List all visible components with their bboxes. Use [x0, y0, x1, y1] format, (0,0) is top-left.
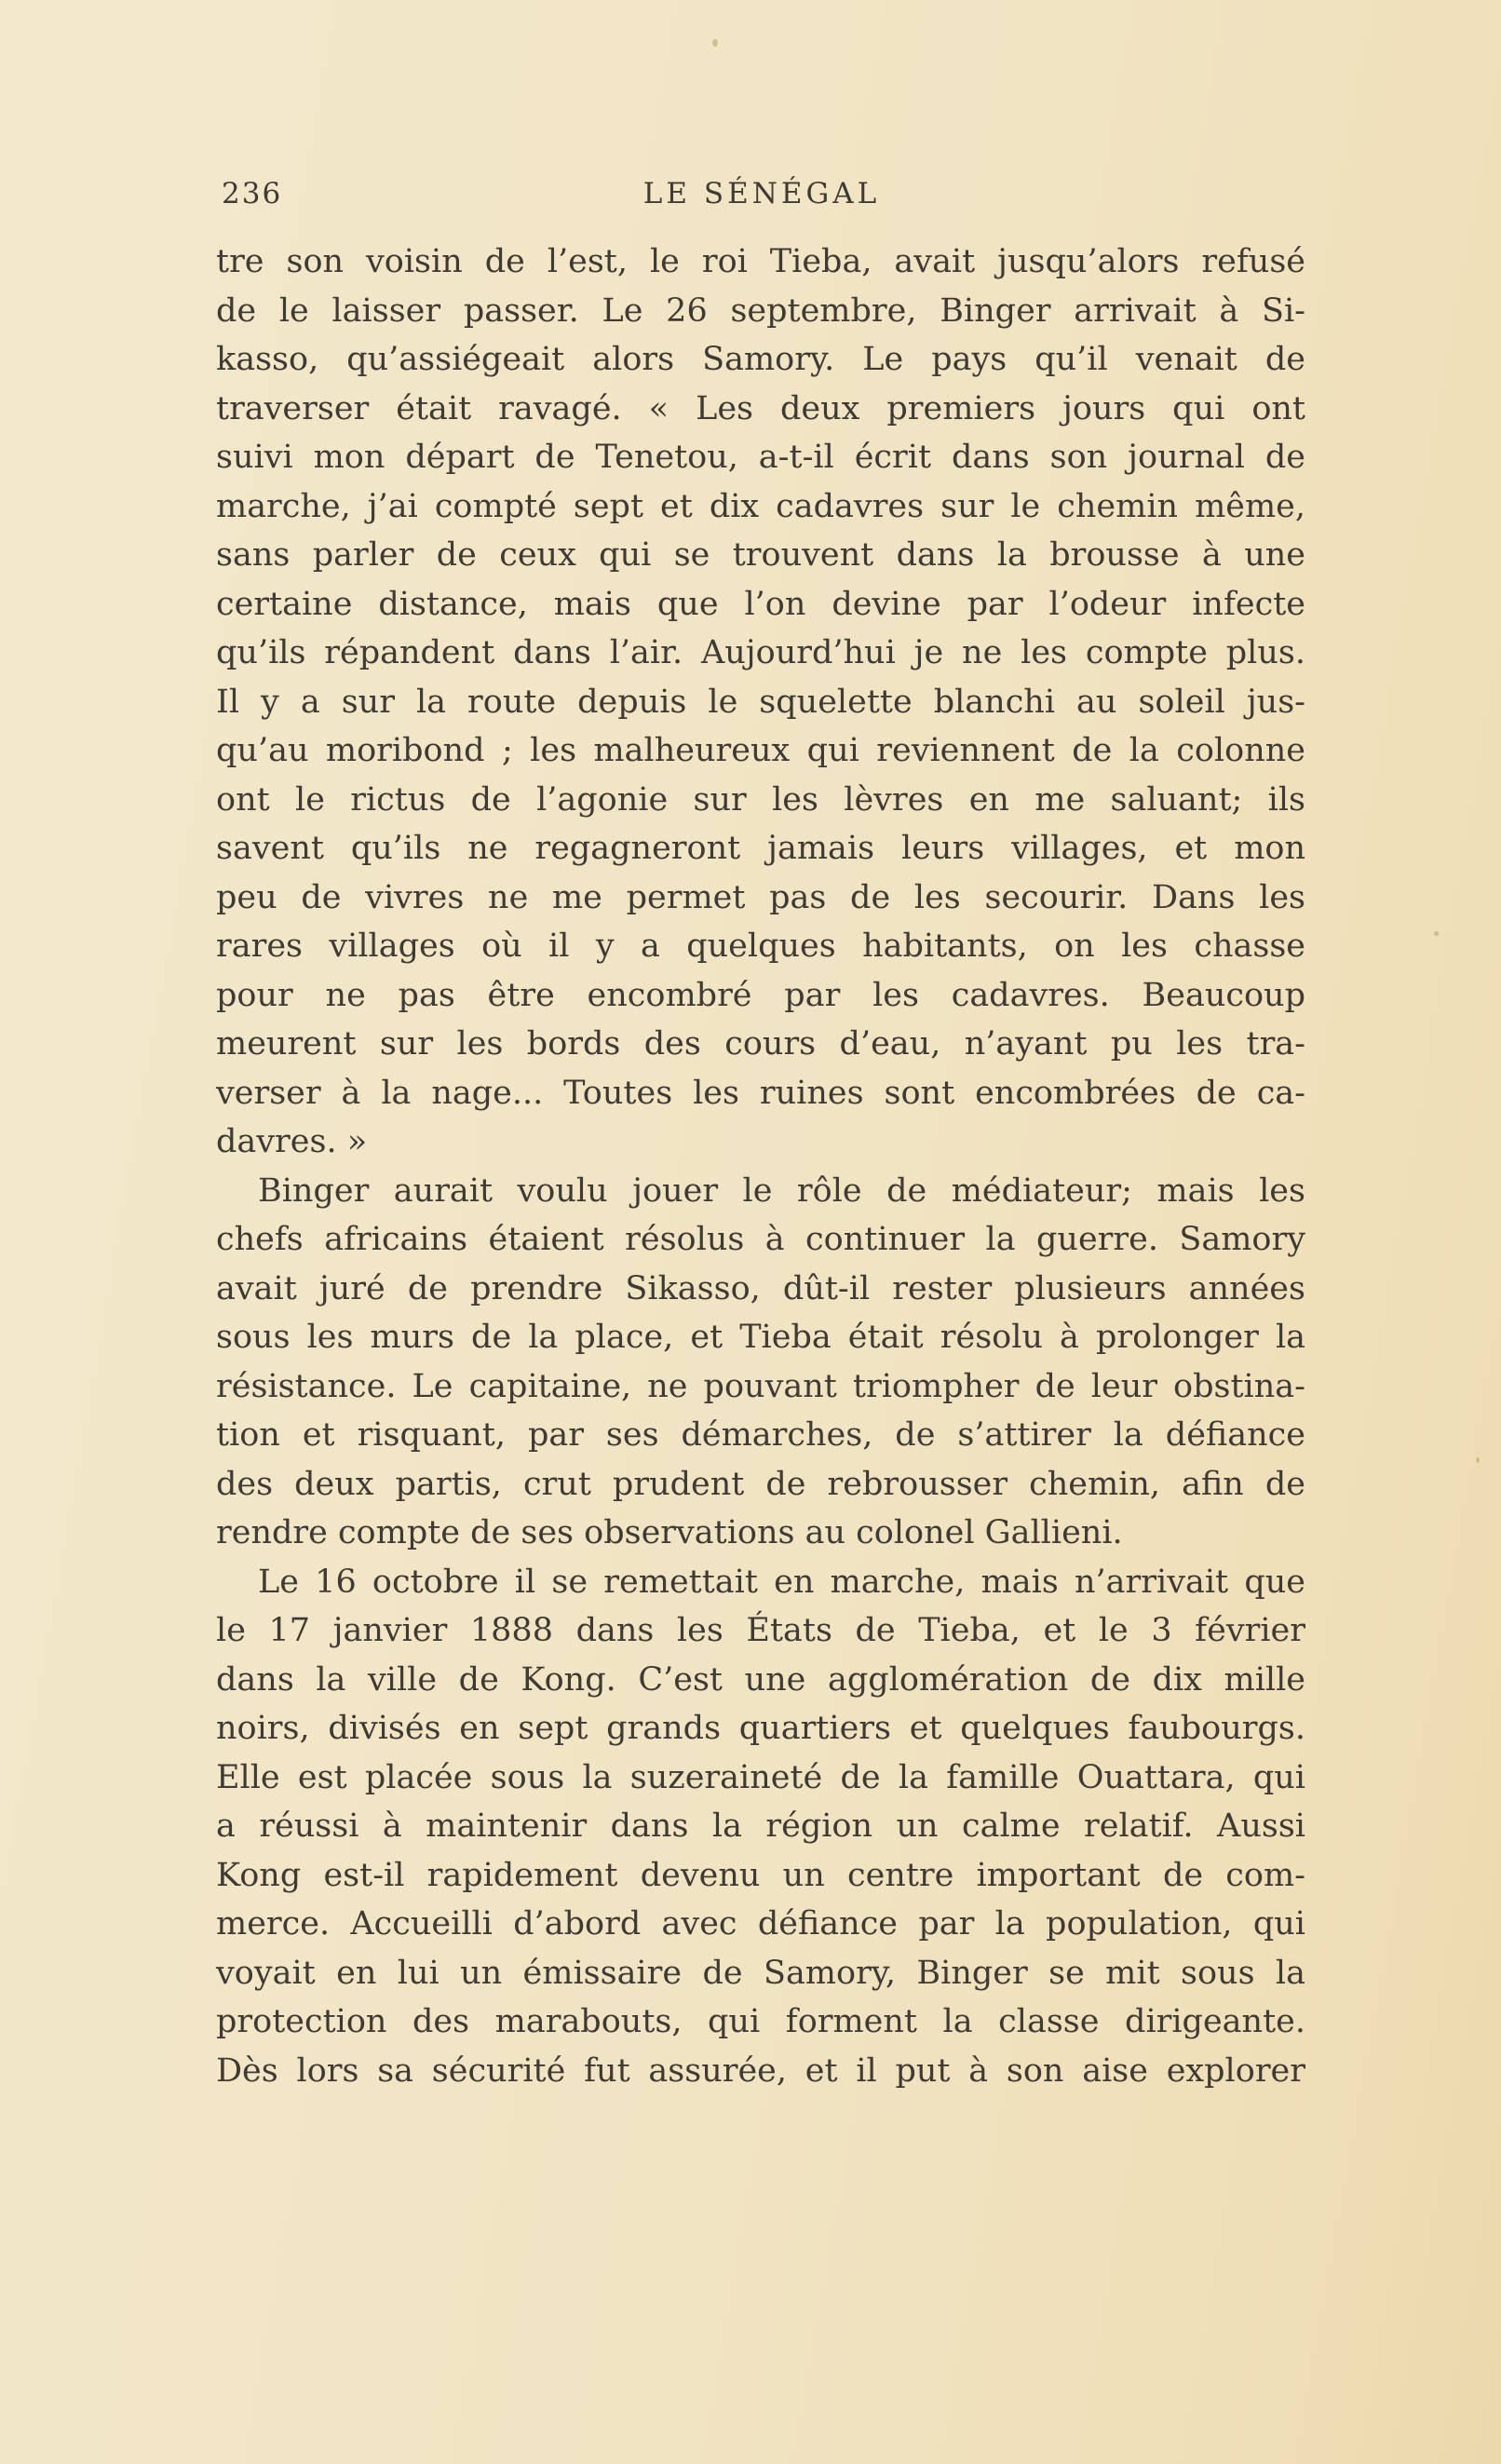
text-line: des deux partis, crut prudent de rebrousser chemin, afin de: [216, 1465, 1305, 1503]
page-number: 236: [222, 177, 283, 210]
text-line: chefs africains étaient résolus à continuer la guerre. Samory: [216, 1221, 1305, 1258]
text-line: qu’ils répandent dans l’air. Aujourd’hui je ne les compte plus.: [216, 634, 1305, 671]
text-line: voyait en lui un émissaire de Samory, Binger se mit sous la: [216, 1954, 1305, 1992]
text-line: Dès lors sa sécurité fut assurée, et il put à son aise explorer: [216, 2051, 1305, 2090]
text-line: Le 16 octobre il se remettait en marche, mais n’arrivait que: [258, 1563, 1305, 1601]
text-line: résistance. Le capitaine, ne pouvant triompher de leur obstina-: [216, 1367, 1305, 1405]
page-header: [222, 177, 1302, 214]
text-line: avait juré de prendre Sikasso, dût-il rester plusieurs années: [216, 1269, 1305, 1307]
text-line: a réussi à maintenir dans la région un calme relatif. Aussi: [216, 1807, 1305, 1845]
running-title: LE SÉNÉGAL: [642, 177, 881, 210]
text-line: Elle est placée sous la suzeraineté de la famille Ouattara, qui: [216, 1758, 1305, 1796]
text-line: tre son voisin de l’est, le roi Tieba, avait jusqu’alors refusé: [216, 243, 1305, 280]
text-line: Binger aurait voulu jouer le rôle de médiateur; mais les: [258, 1171, 1305, 1210]
text-line: ont le rictus de l’agonie sur les lèvres en me saluant; ils: [216, 780, 1305, 819]
text-line: pour ne pas être encombré par les cadavres. Beaucoup: [216, 976, 1305, 1014]
body-text: [216, 237, 1305, 2095]
text-line: sans parler de ceux qui se trouvent dans la brousse à une: [216, 536, 1305, 574]
text-line: protection des marabouts, qui forment la classe dirigeante.: [216, 2003, 1305, 2040]
paper-speck: [712, 39, 718, 47]
text-line: noirs, divisés en sept grands quartiers et quelques faubourgs.: [216, 1710, 1305, 1747]
text-line: Kong est-il rapidement devenu un centre important de com-: [216, 1856, 1305, 1894]
text-line: davres. »: [216, 1123, 368, 1160]
paper-speck: [1434, 931, 1439, 936]
text-line: rares villages où il y a quelques habitants, on les chasse: [216, 927, 1305, 965]
text-line: sous les murs de la place, et Tieba était résolu à prolonger la: [216, 1319, 1305, 1356]
paper-speck: [1476, 1457, 1480, 1463]
text-line: meurent sur les bords des cours d’eau, n’ayant pu les tra-: [216, 1025, 1305, 1063]
text-line: qu’au moribond ; les malheureux qui reviennent de la colonne: [216, 732, 1305, 769]
text-line: verser à la nage... Toutes les ruines sont encombrées de ca-: [216, 1074, 1305, 1112]
text-line: savent qu’ils ne regagneront jamais leurs villages, et mon: [216, 830, 1305, 867]
text-line: dans la ville de Kong. C’est une agglomération de dix mille: [216, 1660, 1305, 1699]
text-line: de le laisser passer. Le 26 septembre, Binger arrivait à Si-: [216, 291, 1305, 330]
text-line: kasso, qu’assiégeait alors Samory. Le pays qu’il venait de: [216, 341, 1305, 378]
text-line: rendre compte de ses observations au colonel Gallieni.: [216, 1514, 1123, 1551]
text-line: traverser était ravagé. « Les deux premiers jours qui ont: [216, 389, 1305, 427]
text-line: peu de vivres ne me permet pas de les secourir. Dans les: [216, 878, 1305, 916]
text-line: Il y a sur la route depuis le squelette blanchi au soleil jus-: [216, 683, 1305, 721]
text-line: merce. Accueilli d’abord avec défiance par la population, qui: [216, 1905, 1305, 1943]
text-line: tion et risquant, par ses démarches, de s’attirer la défiance: [216, 1416, 1305, 1454]
text-line: marche, j’ai compté sept et dix cadavres sur le chemin même,: [216, 487, 1305, 525]
text-line: suivi mon départ de Tenetou, a-t-il écrit dans son journal de: [216, 439, 1305, 476]
text-line: le 17 janvier 1888 dans les États de Tieba, et le 3 février: [216, 1612, 1305, 1649]
text-line: certaine distance, mais que l’on devine par l’odeur infecte: [216, 585, 1305, 623]
